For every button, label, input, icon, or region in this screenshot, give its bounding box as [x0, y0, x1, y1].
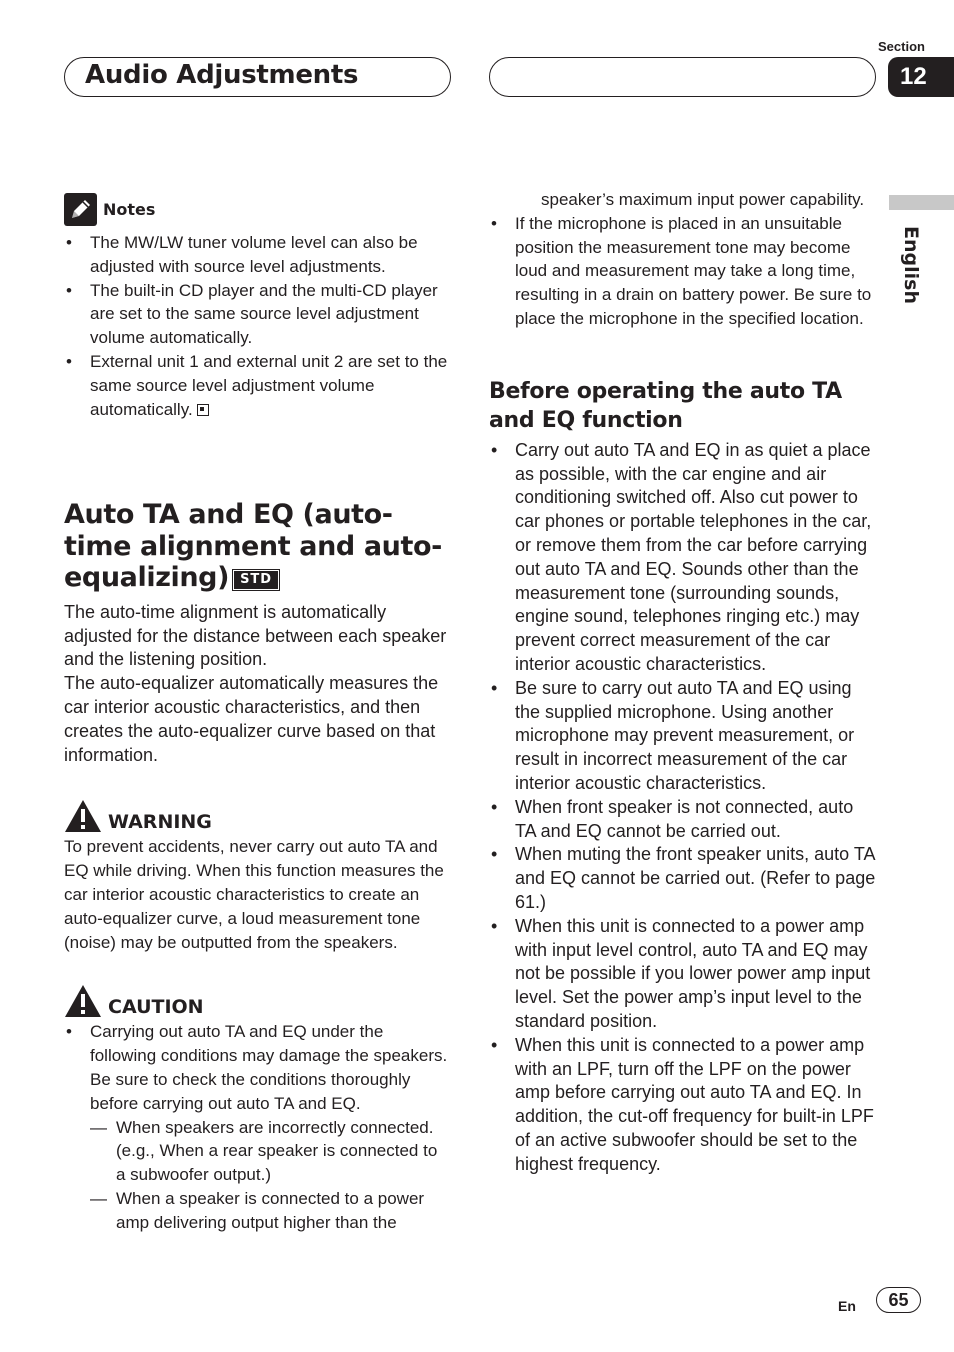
- caution-item-text: • Carrying out auto TA and EQ under the following conditions may damage the speakers. Be sure to check the conditions thoroughly before carrying out auto TA and EQ.: [90, 1022, 448, 1113]
- end-mark-icon: [197, 404, 209, 416]
- caution-sub-list: [90, 1116, 450, 1235]
- list-item: • Carry out auto TA and EQ in as quiet a place as possible, with the car engine and air conditioning switched off. Also cut power to car phones or portable telephones in the car, or remove them from the car before carrying out auto TA and EQ. Sounds other than the measurement tone (surrounding sounds, engine sound, telephones ringing etc.) may prevent correct measurement of the car interior acoustic characteristics.: [489, 439, 877, 677]
- page-title: Audio Adjustments: [85, 60, 359, 90]
- header-blank-box: [489, 57, 876, 97]
- language-side-tab: [889, 195, 954, 210]
- list-item: • When this unit is connected to a power amp with input level control, auto TA and EQ may not be possible if you lower power amp input level. Set the power amp’s input level to the standard position.: [489, 915, 877, 1034]
- main-heading-text: Auto TA and EQ (auto-time alignment and auto-equalizing): [64, 499, 442, 594]
- section-number-badge: 12: [888, 57, 954, 97]
- header-title-box: [64, 57, 451, 97]
- left-column: [64, 192, 450, 1235]
- list-item: • If the microphone is placed in an unsuitable position the measurement tone may become loud and measurement may take a long time, resulting in a drain on battery power. Be sure to place the microphone in the specified location.: [489, 212, 877, 331]
- before-operating-list: [489, 439, 877, 1177]
- section-label: Section: [878, 39, 925, 54]
- list-item: • Be sure to carry out auto TA and EQ using the supplied microphone. Using another microphone may prevent measurement, or result in incorrect measurement of the car interior acoustic characteristics.: [489, 677, 877, 796]
- sub-list-item: — When speakers are incorrectly connected. (e.g., When a rear speaker is connected to a subwoofer output.): [90, 1116, 450, 1187]
- notes-label: Notes: [103, 199, 156, 219]
- microphone-list: [489, 212, 877, 331]
- warning-header: [64, 797, 450, 833]
- pencil-note-icon: [64, 193, 97, 226]
- caution-list: [64, 1020, 450, 1234]
- sub-list-item: — When a speaker is connected to a power amp delivering output higher than the: [90, 1187, 450, 1235]
- warning-triangle-icon: [64, 984, 102, 1018]
- warning-text: To prevent accidents, never carry out auto TA and EQ while driving. When this function measures the car interior acoustic characteristics to create an auto-equalizer curve, a loud measurement tone (noise) may be outputted from the speakers.: [64, 837, 444, 952]
- list-item: [64, 1020, 450, 1234]
- notes-header: [64, 192, 450, 226]
- list-item: • When muting the front speaker units, auto TA and EQ cannot be carried out. (Refer to page 61.): [489, 843, 877, 914]
- language-label: English: [900, 226, 922, 304]
- notes-list: [64, 231, 450, 421]
- warning-triangle-icon: [64, 799, 102, 833]
- continued-text: speaker’s maximum input power capability.: [541, 190, 865, 209]
- intro-paragraph-2: The auto-equalizer automatically measures the car interior acoustic characteristics, and then creates the auto-equalizer curve based on that information.: [64, 673, 439, 765]
- subheading: Before operating the auto TA and EQ function: [489, 378, 842, 433]
- list-item-text: External unit 1 and external unit 2 are set to the same source level adjustment volume automatically.: [90, 351, 448, 419]
- caution-header: [64, 982, 450, 1018]
- list-item: • When front speaker is not connected, auto TA and EQ cannot be carried out.: [489, 796, 877, 844]
- warning-label: WARNING: [108, 811, 212, 834]
- footer-lang-code: En: [838, 1298, 856, 1314]
- list-item: • The built-in CD player and the multi-CD player are set to the same source level adjustment volume automatically.: [64, 279, 450, 350]
- intro-paragraph-1: The auto-time alignment is automatically adjusted for the distance between each speaker and the listening position.: [64, 601, 447, 670]
- list-item: • When this unit is connected to a power amp with an LPF, turn off the LPF on the power amp before carrying out auto TA and EQ. In addition, the cut-off frequency for built-in LPF of an active subwoofer should be set to the highest frequency.: [489, 1034, 877, 1177]
- main-heading: [64, 499, 450, 594]
- std-badge: STD: [233, 570, 279, 590]
- caution-label: CAUTION: [108, 996, 204, 1019]
- page-number: 65: [876, 1287, 921, 1313]
- right-column: [489, 188, 877, 1176]
- list-item: [64, 350, 450, 421]
- list-item: • The MW/LW tuner volume level can also be adjusted with source level adjustments.: [64, 231, 450, 279]
